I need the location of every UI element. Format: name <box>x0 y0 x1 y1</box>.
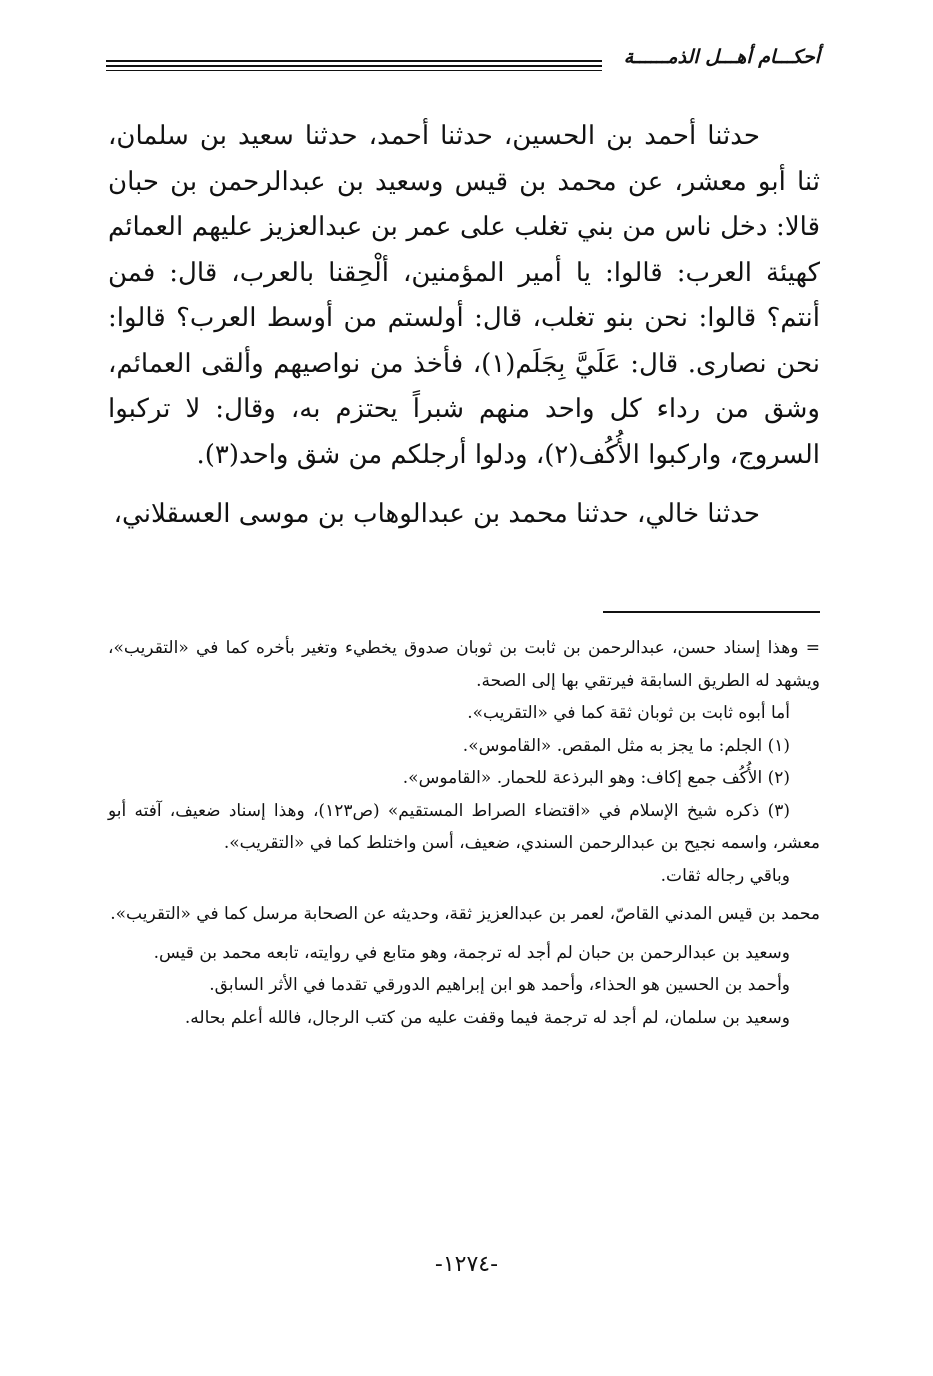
footnote-separator <box>603 611 820 613</box>
main-paragraph-1: حدثنا أحمد بن الحسين، حدثنا أحمد، حدثنا سعيد بن سلمان، ثنا أبو معشر، عن محمد بن قيس وسعيد بن عبدالرحمن بن حبان قالا: دخل ناس من بني تغلب على عمر بن عبدالعزيز عليهم العمائم كهيئة العرب: قالوا: يا أمير المؤمنين، ألْحِقنا بالعرب، قال: فمن أنتم؟ قالوا: نحن بنو تغلب، قال: أولستم من أوسط العرب؟ قالوا: نحن نصارى. قال: عَلَيَّ بِجَلَم(١)، فأخذ من نواصيهم وألقى العمائم، وشق من رداء كل واحد منهم شبراً يحتزم به، وقال: لا تركبوا السروج، واركبوا الأُكُف(٢)، ودلوا أرجلكم من شق واحد(٣). <box>108 121 820 470</box>
page-number: -١٢٧٤- <box>434 1252 499 1277</box>
footnotes <box>108 632 820 1034</box>
footnote-continuation: = وهذا إسناد حسن، عبدالرحمن بن ثابت بن ثوبان صدوق يخطيء وتغير بأخره كما في «التقريب»، ويشهد له الطريق السابقة فيرتقي بها إلى الصحة. <box>108 638 820 691</box>
running-header <box>106 44 820 84</box>
footnote-line: أما أبوه ثابت بن ثوبان ثقة كما في «التقريب». <box>467 703 790 723</box>
header-title: أحكـــام أهـــل الذمــــــة <box>623 46 820 68</box>
footnote-3: (٣) ذكره شيخ الإسلام في «اقتضاء الصراط المستقيم» (ص١٢٣)، وهذا إسناد ضعيف، آفته أبو معشر، واسمه نجيح بن عبدالرحمن السندي، ضعيف، أسن واختلط كما في «التقريب». <box>108 800 820 853</box>
main-text <box>108 114 820 538</box>
main-paragraph-2: حدثنا خالي، حدثنا محمد بن عبدالوهاب بن موسى العسقلاني، <box>113 499 760 529</box>
footnote-1: (١) الجلم: ما يجز به مثل المقص. «القاموس». <box>462 735 790 756</box>
footnote-line: وسعيد بن سلمان، لم أجد له ترجمة فيما وقفت عليه من كتب الرجال، فالله أعلم بحاله. <box>184 1007 790 1028</box>
footnote-line: وأحمد بن الحسين هو الحذاء، وأحمد هو ابن إبراهيم الدورقي تقدما في الأثر السابق. <box>209 975 790 995</box>
footnote-line: وسعيد بن عبدالرحمن بن حبان لم أجد له ترجمة، وهو متابع في روايته، تابعه محمد بن قيس. <box>153 942 790 963</box>
header-rule-middle <box>106 65 602 67</box>
header-rule-bottom <box>106 70 602 71</box>
footnote-line: وباقي رجاله ثقات. <box>660 865 790 886</box>
header-rule-top <box>106 60 602 62</box>
footnote-2: (٢) الأُكُف جمع إكاف: وهو البرذعة للحمار. «القاموس». <box>402 768 790 788</box>
footnote-line: محمد بن قيس المدني القاصّ، لعمر بن عبدالعزيز ثقة، وحديثه عن الصحابة مرسل كما في «التقريب». <box>110 904 820 924</box>
